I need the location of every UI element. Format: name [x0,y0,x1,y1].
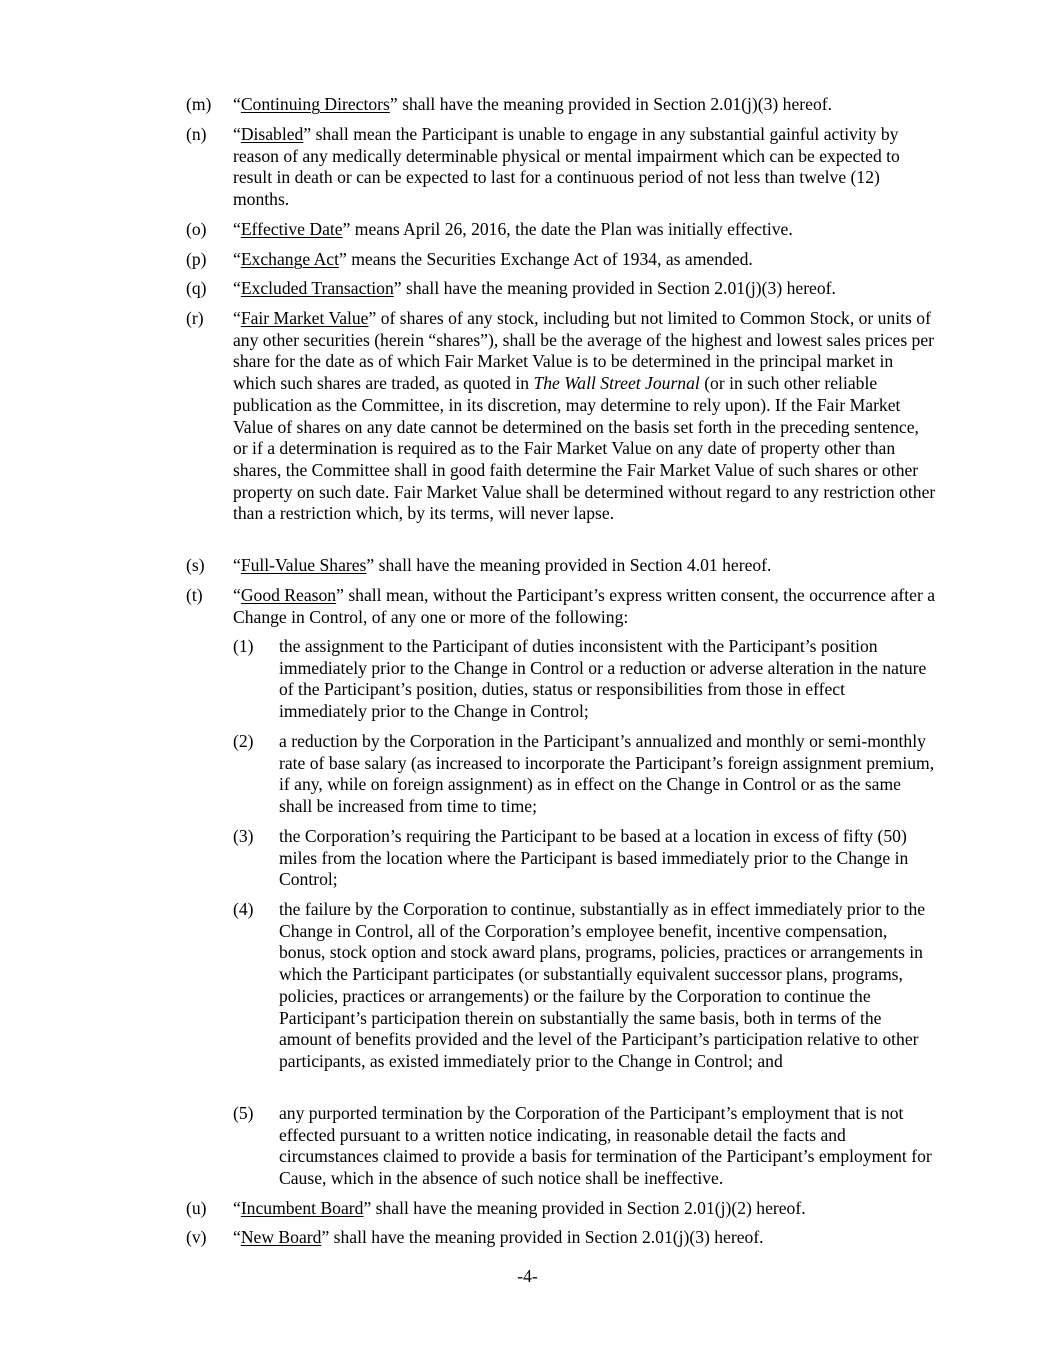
defined-term: Disabled [240,124,304,144]
definition-body: ” means April 26, 2016, the date the Plan was initially effective. [342,219,793,239]
definition-label: (v) [186,1227,207,1247]
definition-body: ” shall have the meaning provided in Section 2.01(j)(3) hereof. [393,278,836,298]
definition-fair-market-value [186,308,936,525]
definition-text [233,1227,936,1249]
item-label: (1) [233,636,254,656]
defined-term: Incumbent Board [240,1198,364,1218]
definition-text [233,585,936,628]
definition-text [233,124,936,211]
definition-body-continued: (or in such other reliable publication as the Committee, in its discretion, may determine to rely upon). If the Fair Market Value of shares on any date cannot be determined on the basis set forth in the preceding sentence, or if a determination is required as to the Fair Market Value on any date of property other than shares, the Committee shall in good faith determine the Fair Market Value of such shares or other property on such date. Fair Market Value shall be determined without regard to any restriction other than a restriction which, by its terms, will never lapse. [233,373,936,524]
open-quote: “ [233,278,241,298]
definition-new-board [186,1227,936,1249]
defined-term: Effective Date [240,219,343,239]
defined-term: Fair Market Value [240,308,369,328]
definition-incumbent-board [186,1198,936,1220]
definition-label: (u) [186,1198,207,1218]
definition-body: ” shall have the meaning provided in Section 4.01 hereof. [366,555,772,575]
defined-term: Excluded Transaction [240,278,394,298]
definition-effective-date [186,219,936,241]
definition-text [233,1198,936,1220]
item-text: any purported termination by the Corporation of the Participant’s employment that is not effected pursuant to a written notice indicating, in reasonable detail the facts and circumstances claimed to provide a basis for termination of the Participant’s employment for Cause, which in the absence of such notice shall be ineffective. [279,1103,932,1189]
definition-label: (o) [186,219,207,239]
good-reason-item-1 [233,636,936,723]
definition-continuing-directors [186,94,936,116]
item-text: the Corporation’s requiring the Participant to be based at a location in excess of fifty (50) miles from the location where the Participant is based immediately prior to the Change in Control; [279,826,909,890]
open-quote: “ [233,1227,241,1247]
definition-full-value-shares [186,555,936,577]
open-quote: “ [233,585,241,605]
definition-good-reason [186,585,936,628]
definition-body: ” of shares of any stock, including but not limited to Common Stock, or units of any other securities (herein “shares”), shall be the average of the highest and lowest sales prices per share for the date as of which Fair Market Value is to be determined in the principal market in which such shares are traded, as quoted in [233,308,935,394]
definition-excluded-transaction [186,278,936,300]
item-label: (2) [233,731,254,751]
definition-label: (q) [186,278,207,298]
item-text: the assignment to the Participant of duties inconsistent with the Participant’s position immediately prior to the Change in Control or a reduction or adverse alteration in the nature of the Participant’s position, duties, status or responsibilities from those in effect immediately prior to the Change in Control; [279,636,927,722]
page-number: -4- [517,1266,538,1286]
open-quote: “ [233,308,241,328]
good-reason-item-3 [233,826,936,891]
open-quote: “ [233,94,241,114]
definition-text [233,278,936,300]
definition-label: (r) [186,308,204,328]
defined-term: Continuing Directors [240,94,390,114]
definition-body: ” shall have the meaning provided in Section 2.01(j)(3) hereof. [389,94,833,114]
open-quote: “ [233,249,241,269]
definition-body: ” shall mean, without the Participant’s express written consent, the occurrence after a Change in Control, of any one or more of the following: [233,585,936,627]
good-reason-item-5 [233,1103,936,1190]
definition-body: ” shall have the meaning provided in Section 2.01(j)(2) hereof. [363,1198,806,1218]
open-quote: “ [233,555,241,575]
definition-label: (n) [186,124,207,144]
good-reason-item-4 [233,899,936,1073]
defined-term: Full-Value Shares [240,555,367,575]
item-label: (3) [233,826,254,846]
definition-body: ” shall mean the Participant is unable to engage in any substantial gainful activity by reason of any medically determinable physical or mental impairment which can be expected to result in death or can be expected to last for a continuous period of not less than twelve (12) months. [233,124,900,210]
publication-title: The Wall Street Journal [533,373,700,394]
item-text: a reduction by the Corporation in the Participant’s annualized and monthly or semi-monthly rate of base salary (as increased to incorporate the Participant’s foreign assignment premium, if any, while on foreign assignment) as in effect on the Change in Control or as the same shall be increased from time to time; [279,731,935,817]
definition-text [233,94,936,116]
definition-text [233,249,936,271]
definition-body: ” means the Securities Exchange Act of 1934, as amended. [339,249,753,269]
definition-label: (m) [186,94,212,114]
good-reason-item-2 [233,731,936,818]
item-label: (5) [233,1103,254,1123]
defined-term: New Board [240,1227,322,1247]
definition-text [233,308,936,525]
definition-text [233,219,936,241]
definition-body: ” shall have the meaning provided in Section 2.01(j)(3) hereof. [321,1227,764,1247]
definition-exchange-act [186,249,936,271]
open-quote: “ [233,219,241,239]
definition-label: (p) [186,249,207,269]
open-quote: “ [233,1198,241,1218]
definition-label: (s) [186,555,205,575]
open-quote: “ [233,124,241,144]
item-label: (4) [233,899,254,919]
item-text: the failure by the Corporation to continue, substantially as in effect immediately prior to the Change in Control, all of the Corporation’s employee benefit, incentive compensation, bonus, stock option and stock award plans, programs, policies, practices or arrangements in which the Participant participates (or substantially equivalent successor plans, programs, policies, practices or arrangements) or the failure by the Corporation to continue the Participant’s participation therein on substantially the same basis, both in terms of the amount of benefits provided and the level of the Participant’s participation relative to other participants, as existed immediately prior to the Change in Control; and [279,899,926,1071]
definition-label: (t) [186,585,203,605]
definition-text [233,555,936,577]
defined-term: Exchange Act [240,249,340,269]
defined-term: Good Reason [240,585,337,605]
definition-disabled [186,124,936,211]
